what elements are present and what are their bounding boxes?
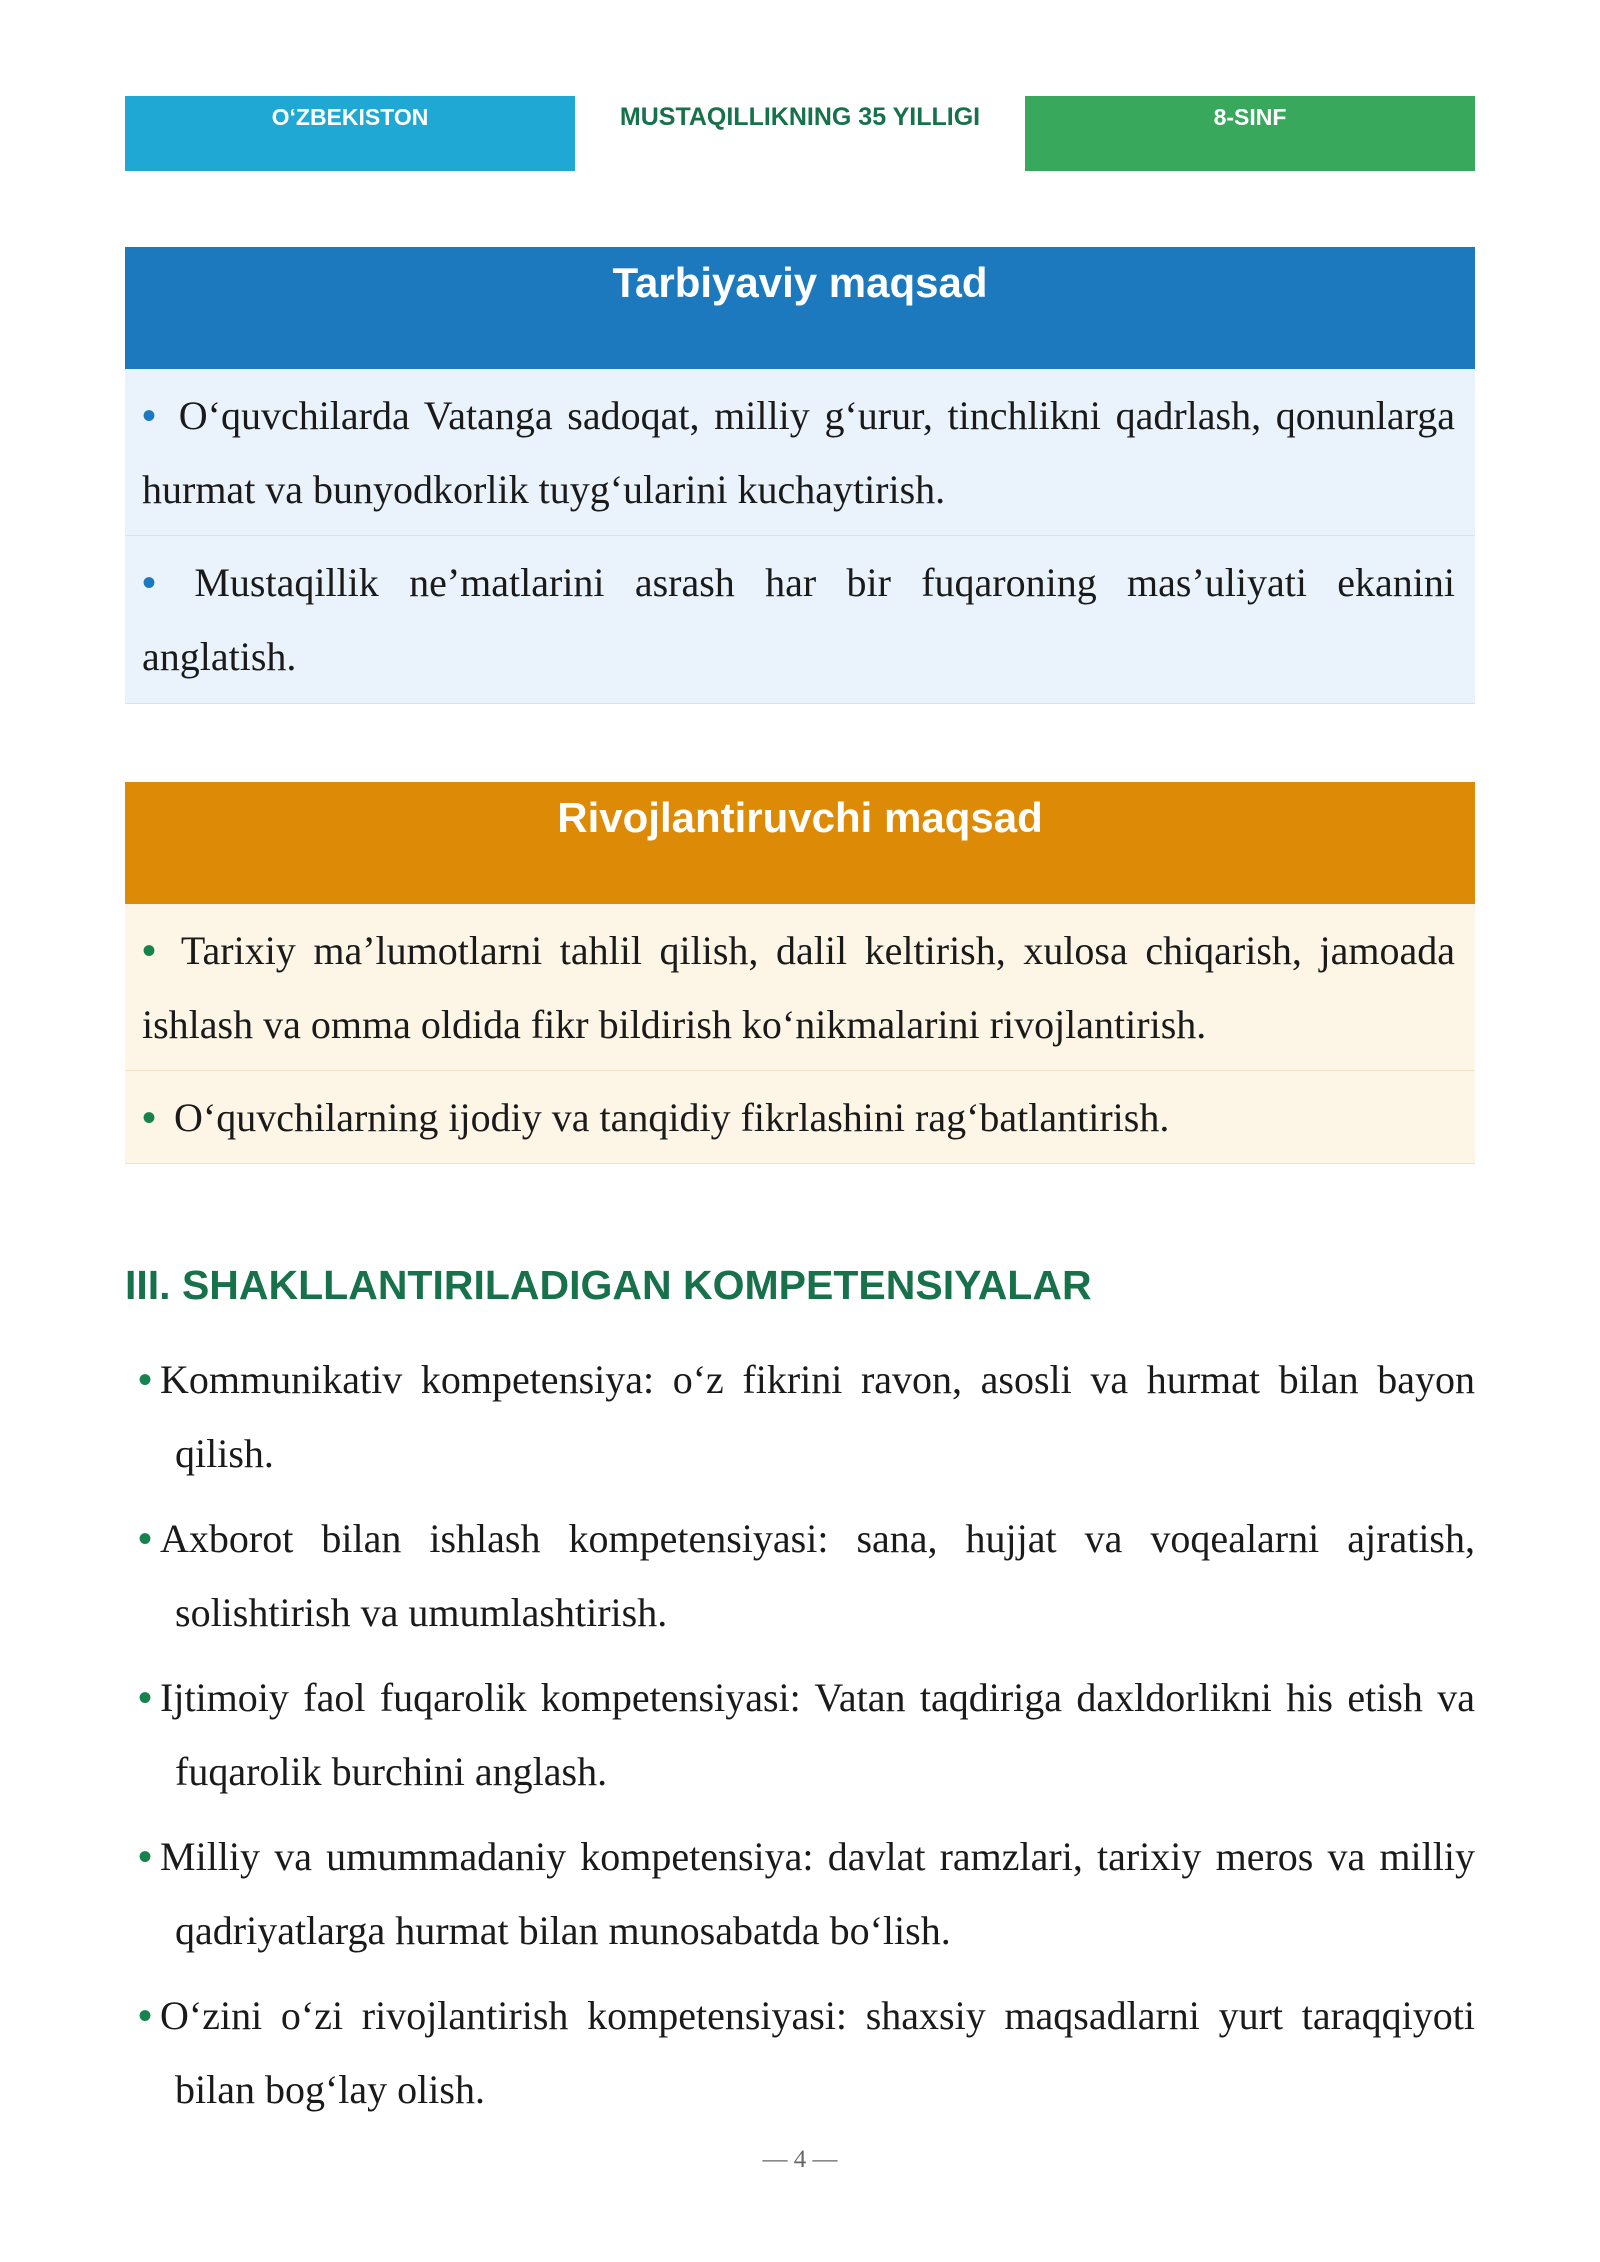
competency-text: Axborot bilan ishlash kompetensiyasi: sana, hujjat va voqealarni ajratish, solishtirish va umumlashtirish. <box>160 1516 1475 1635</box>
bullet-icon: • <box>142 560 157 605</box>
rivojlantiruvchi-goal-title: Rivojlantiruvchi maqsad <box>125 782 1475 904</box>
competency-item <box>138 1343 1475 1491</box>
bullet-icon: • <box>138 1516 153 1561</box>
rivojlantiruvchi-goal-box <box>125 782 1475 1164</box>
competency-item <box>138 1661 1475 1809</box>
competency-text: Ijtimoiy faol fuqarolik kompetensiyasi: Vatan taqdiriga daxldorlikni his etish va fuqarolik burchini anglash. <box>160 1675 1475 1794</box>
header-anniversary-label: MUSTAQILLIKNING 35 YILLIGI <box>575 96 1025 171</box>
rivojlantiruvchi-goal-text: Tarixiy ma’lumotlarni tahlil qilish, dalil keltirish, xulosa chiqarish, jamoada ishlash va omma oldida fikr bildirish ko‘nikmalarini rivojlantirish. <box>142 928 1455 1047</box>
competency-item <box>138 1979 1475 2127</box>
competencies-section-title: III. SHAKLLANTIRILADIGAN KOMPETENSIYALAR <box>125 1262 1092 1308</box>
competency-item <box>138 1820 1475 1968</box>
rivojlantiruvchi-goal-item <box>125 1071 1475 1164</box>
bullet-icon: • <box>138 1834 153 1879</box>
header-country-label: O‘ZBEKISTON <box>125 96 575 171</box>
tarbiyaviy-goal-item <box>125 536 1475 704</box>
tarbiyaviy-goal-text: O‘quvchilarda Vatanga sadoqat, milliy g‘urur, tinchlikni qadrlash, qonunlarga hurmat va bunyodkorlik tuyg‘ularini kuchaytirish. <box>142 393 1456 512</box>
bullet-icon: • <box>142 393 157 438</box>
tarbiyaviy-goal-item <box>125 369 1475 536</box>
header-bar <box>125 96 1475 171</box>
bullet-icon: • <box>138 1357 153 1402</box>
bullet-icon: • <box>138 1993 153 2038</box>
competency-item <box>138 1502 1475 1650</box>
bullet-icon: • <box>142 1095 157 1140</box>
tarbiyaviy-goal-text: Mustaqillik ne’matlarini asrash har bir fuqaroning mas’uliyati ekanini anglatish. <box>142 560 1456 679</box>
bullet-icon: • <box>138 1675 153 1720</box>
competency-text: O‘zini o‘zi rivojlantirish kompetensiyasi: shaxsiy maqsadlarni yurt taraqqiyoti bilan bog‘lay olish. <box>160 1993 1475 2112</box>
rivojlantiruvchi-goal-item <box>125 904 1475 1071</box>
header-grade-label: 8-SINF <box>1025 96 1475 171</box>
competency-text: Milliy va umummadaniy kompetensiya: davlat ramzlari, tarixiy meros va milliy qadriyatlarga hurmat bilan munosabatda bo‘lish. <box>160 1834 1475 1953</box>
competencies-list <box>138 1343 1475 2138</box>
page-number: — 4 — <box>762 2146 838 2173</box>
competency-text: Kommunikativ kompetensiya: o‘z fikrini ravon, asosli va hurmat bilan bayon qilish. <box>160 1357 1475 1476</box>
rivojlantiruvchi-goal-text: O‘quvchilarning ijodiy va tanqidiy fikrlashini rag‘batlantirish. <box>174 1095 1170 1140</box>
tarbiyaviy-goal-box <box>125 247 1475 704</box>
tarbiyaviy-goal-title: Tarbiyaviy maqsad <box>125 247 1475 369</box>
bullet-icon: • <box>142 928 157 973</box>
